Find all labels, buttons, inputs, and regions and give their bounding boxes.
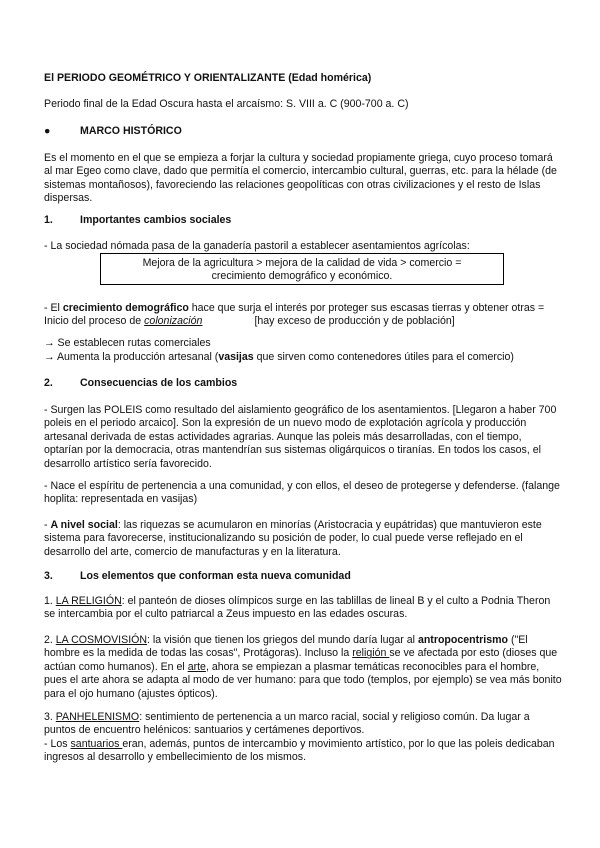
arrow-item-2 xyxy=(44,351,562,364)
text-run: : el panteón de dioses olímpicos surge en las tablillas de lineal B y el culto a Podnia Theron se intercambia por el culto patriarcal a Zeus impuesto en las edades oscuras. xyxy=(44,595,551,621)
document-title: El PERIODO GEOMÉTRICO Y ORIENTALIZANTE (Edad homérica) xyxy=(44,72,372,84)
text-run: eran, además, puntos de intercambio y movimiento artístico, por lo que las poleis dedicaban ingresos al desarrollo y embellecimiento de los mismos. xyxy=(44,737,555,764)
document-subtitle: Periodo final de la Edad Oscura hasta el arcaísmo: S. VIII a. C (900-700 a. C) xyxy=(44,98,409,110)
text-run: que sirven como contenedores útiles para el comercio) xyxy=(253,351,514,363)
text-run: : la visión que tienen los griegos del mundo daría lugar al xyxy=(147,634,418,646)
arrow-item-1: → Se establecen rutas comerciales xyxy=(44,337,211,349)
text-run: 2. xyxy=(44,634,56,646)
section-1-number: 1. xyxy=(44,214,53,226)
marco-heading-text: MARCO HISTÓRICO xyxy=(80,125,182,137)
santuarios-line xyxy=(44,738,562,765)
underlined-term: PANHELENISMO xyxy=(55,711,140,723)
bold-term: crecimiento demográfico xyxy=(62,302,189,314)
section-2-title: Consecuencias de los cambios xyxy=(80,377,238,389)
text-run: : las riquezas se acumularon en minorías (Aristocracia y eupátridas) que mantuvieron este sistema para favorecerse, institucionalizando su posición de poder, lo cual puede verse reflejado en el desarrollo del arte, comercio de manufacturas y en la literatura. xyxy=(44,519,542,558)
underlined-term: LA COSMOVISIÓN xyxy=(55,634,148,646)
section-3-item-2 xyxy=(44,634,562,701)
underlined-term: santuarios xyxy=(70,737,123,750)
text-run: hace que surja el interés por proteger sus escasas tierras y obtener otras = Inicio del proceso de xyxy=(44,302,545,328)
section-3-item-3 xyxy=(44,711,562,765)
marco-paragraph: Es el momento en el que se empieza a forjar la cultura y sociedad propiamente griega, cuyo proceso tomará al mar Egeo como clave, dado que permitía el comercio, intercambio cultural, guerras, etc. para la hélade (de sistemas montañosos), favoreciendo las relaciones geopolíticas con otras civilizaciones y el resto de Islas dispersas. xyxy=(44,152,557,205)
underlined-term: religión xyxy=(352,647,390,660)
section-2-number: 2. xyxy=(44,377,53,389)
text-run: se ve afectada por esto (dioses que actúan como humanos). En el xyxy=(44,647,558,673)
text-run: 3. xyxy=(44,711,56,723)
underlined-term: colonización xyxy=(144,315,203,328)
section-1-paragraph xyxy=(44,302,562,329)
text-run: → Aumenta la producción artesanal ( xyxy=(44,351,219,363)
section-2-paragraph-3 xyxy=(44,519,562,559)
bold-term: antropocentrismo xyxy=(417,634,508,646)
bold-term: A nivel social xyxy=(50,519,118,531)
text-run: , ahora se empiezan a plasmar temáticas reconocibles para el hombre, pues el arte ahora se adapta al modo de ver humano: para que todo (templos, por ejemplo) se vea más bonito para el ojo humano (ajustes ópticos). xyxy=(44,660,562,700)
section-1-heading xyxy=(44,214,562,227)
text-run: - El xyxy=(44,302,63,314)
section-1-intro: - La sociedad nómada pasa de la ganadería pastoril a establecer asentamientos agrícolas: xyxy=(44,240,470,252)
text-run: 1. xyxy=(44,595,56,607)
section-3-heading xyxy=(44,570,562,583)
text-run: [hay exceso de producción y de población] xyxy=(254,315,455,328)
section-1-title: Importantes cambios sociales xyxy=(80,214,232,226)
section-2-paragraph-1: - Surgen las POLEIS como resultado del aislamiento geográfico de los asentamientos. [Llegaron a haber 700 poleis en el periodo arcaico]. Son la expresión de un nuevo modo de explotación agrícola y producción artesanal derivada de estas actividades agrarias. Aunque las poleis más desarrolladas, con el tiempo, optarían por la democracia, otras mantendrían sus sistemas oligárquicos o tiranías. En todos los casos, el desarrollo artístico sería favorecido. xyxy=(44,404,557,470)
panhelenismo-line xyxy=(44,711,562,738)
text-run: - xyxy=(44,519,51,531)
summary-box-line-1: Mejora de la agricultura > mejora de la calidad de vida > comercio = xyxy=(142,257,462,269)
section-3-title: Los elementos que conforman esta nueva comunidad xyxy=(80,570,351,582)
text-run: - Los xyxy=(44,737,71,750)
bold-term: vasijas xyxy=(218,351,254,363)
section-3-number: 3. xyxy=(44,570,53,582)
underlined-term: arte xyxy=(187,660,206,673)
marco-heading xyxy=(44,125,562,138)
section-3-item-1 xyxy=(44,595,562,622)
text-run: ("El hombre es la medida de todas las cosas", Protágoras). Incluso la xyxy=(44,634,528,660)
summary-box xyxy=(100,253,504,285)
underlined-term: LA RELIGIÓN xyxy=(55,595,122,607)
text-run: : sentimiento de pertenencia a un marco racial, social y religioso común. Da lugar a puntos de encuentro helénicos: santuarios y certámenes deportivos. xyxy=(44,711,530,737)
summary-box-line-2: crecimiento demográfico y económico. xyxy=(211,270,393,283)
bullet-icon: ● xyxy=(44,125,51,137)
section-2-heading xyxy=(44,377,562,390)
section-2-paragraph-2: - Nace el espíritu de pertenencia a una comunidad, y con ellos, el deseo de protegerse y defenderse. (falange hoplita: representada en vasijas) xyxy=(44,480,560,506)
